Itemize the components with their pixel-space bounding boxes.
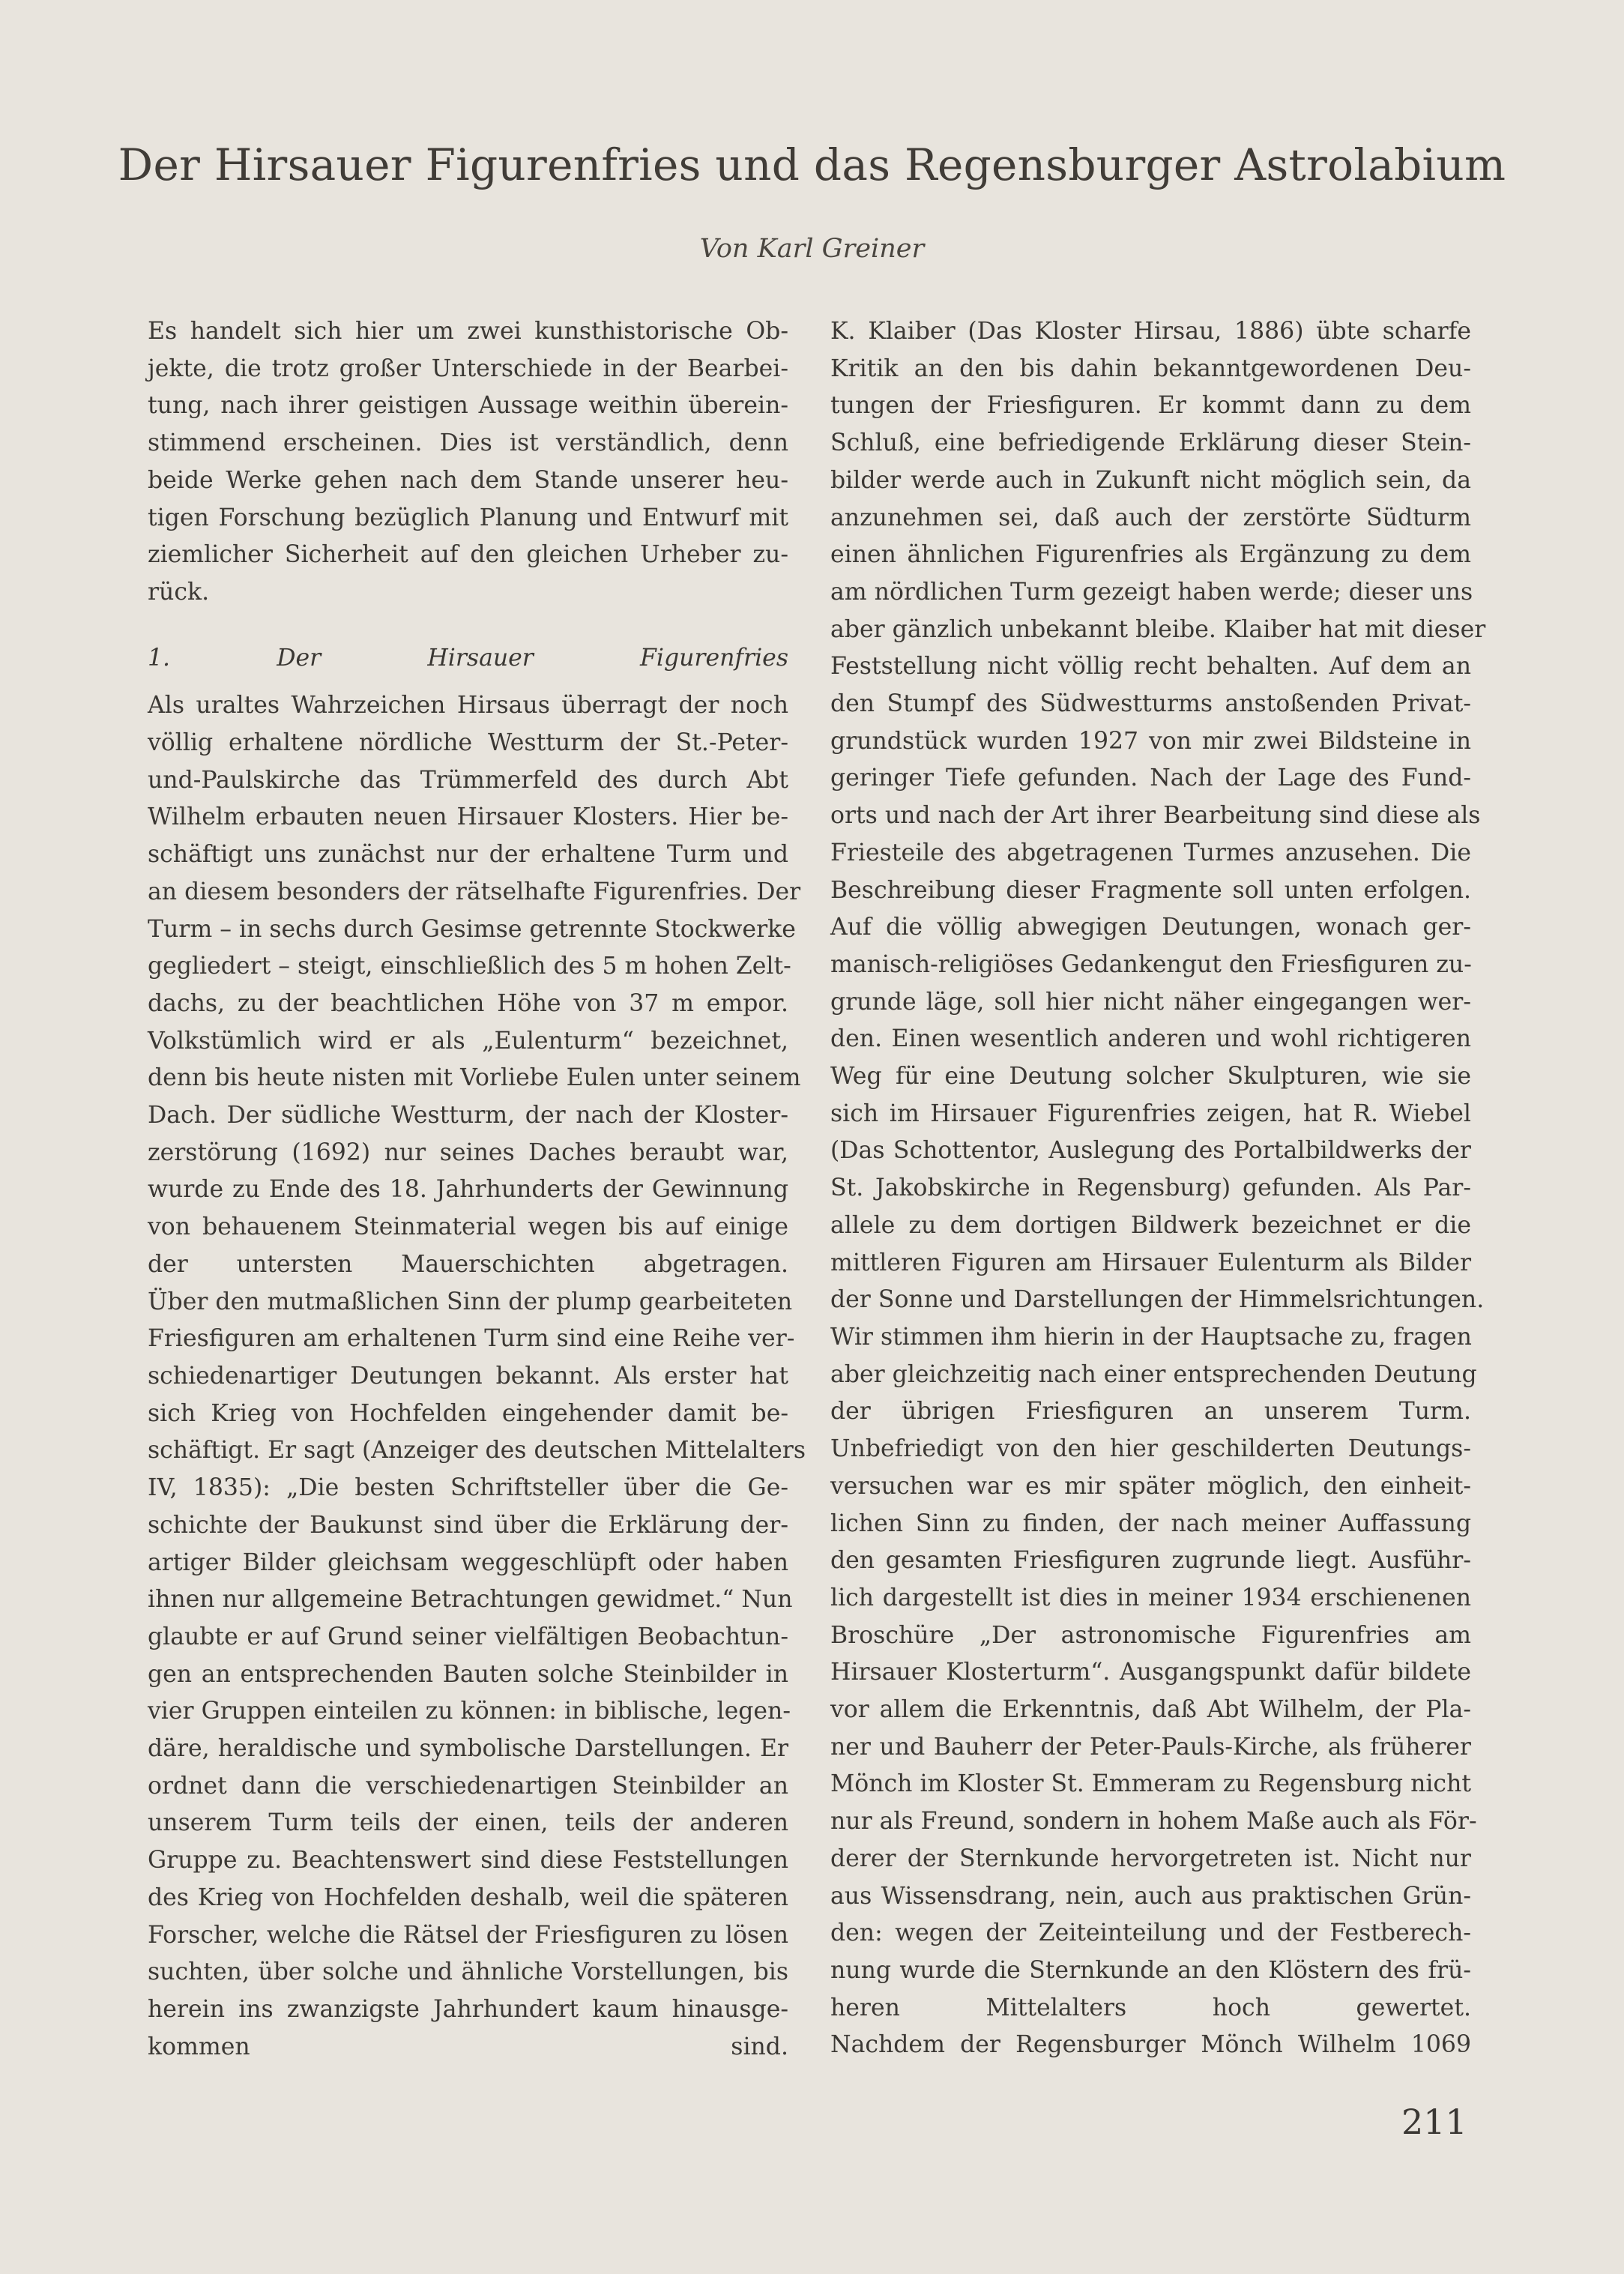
article-title: Der Hirsauer Figurenfries und das Regensburger Astrolabium: [118, 139, 1506, 190]
text-line: jekte, die trotz großer Unterschiede in der Bearbei-: [148, 355, 788, 382]
text-line: derer der Sternkunde hervorgetreten ist. Nicht nur: [830, 1845, 1471, 1872]
text-line: Wir stimmen ihm hierin in der Hauptsache zu, fragen: [830, 1323, 1472, 1351]
text-line: völlig erhaltene nördliche Westturm der St.-Peter-: [148, 729, 788, 757]
text-line: Wilhelm erbauten neuen Hirsauer Klosters. Hier be-: [148, 803, 788, 831]
text-line: aber gleichzeitig nach einer entsprechenden Deutung: [830, 1360, 1477, 1388]
text-line: unserem Turm teils der einen, teils der anderen: [148, 1809, 788, 1837]
text-line: des Krieg von Hochfelden deshalb, weil die späteren: [148, 1884, 788, 1911]
text-line: Weg für eine Deutung solcher Skulpturen, wie sie: [830, 1063, 1471, 1091]
text-line: schichte der Baukunst sind über die Erklärung der-: [148, 1511, 788, 1539]
text-line: grundstück wurden 1927 von mir zwei Bildsteine in: [830, 727, 1471, 755]
text-line: nur als Freund, sondern in hohem Maße auch als För-: [830, 1808, 1477, 1836]
intro-paragraph: [148, 313, 788, 612]
text-line: anzunehmen sei, daß auch der zerstörte Südturm: [830, 504, 1471, 531]
text-line: Volkstümlich wird er als „Eulenturm“ bezeichnet,: [148, 1027, 788, 1055]
text-line: ordnet dann die verschiedenartigen Steinbilder an: [148, 1772, 788, 1800]
text-line: bilder werde auch in Zukunft nicht möglich sein, da: [830, 466, 1471, 494]
paragraph: [830, 2027, 1471, 2064]
text-line: Friesfiguren am erhaltenen Turm sind eine Reihe ver-: [148, 1325, 795, 1353]
text-line: am nördlichen Turm gezeigt haben werde; dieser uns: [830, 578, 1473, 606]
text-line: herein ins zwanzigste Jahrhundert kaum hinausge-: [148, 1995, 788, 2023]
text-line: der Sonne und Darstellungen der Himmelsrichtungen.: [830, 1286, 1485, 1314]
paragraph: [148, 1284, 806, 2066]
text-line: den Stumpf des Südwestturms anstoßenden Privat-: [830, 690, 1471, 718]
text-line: vier Gruppen einteilen zu können: in biblische, legen-: [148, 1698, 791, 1725]
text-line: an diesem besonders der rätselhafte Figurenfries. Der: [148, 878, 801, 905]
text-line: denn bis heute nisten mit Vorliebe Eulen unter seinem: [148, 1064, 801, 1092]
text-line: heren Mittelalters hoch gewertet.: [830, 1994, 1471, 2021]
text-line: Dach. Der südliche Westturm, der nach der Kloster-: [148, 1102, 788, 1130]
text-line: grunde läge, soll hier nicht näher eingegangen wer-: [830, 988, 1471, 1016]
text-line: Gruppe zu. Beachtenswert sind diese Feststellungen: [148, 1847, 788, 1875]
text-line: sich Krieg von Hochfelden eingehender damit be-: [148, 1399, 788, 1427]
article-author: Von Karl Greiner: [699, 234, 925, 264]
text-line: beide Werke gehen nach dem Stande unserer heu-: [148, 466, 788, 494]
paragraph: [830, 313, 1486, 909]
text-line: allele zu dem dortigen Bildwerk bezeichnet er die: [830, 1211, 1471, 1239]
text-line: von behauenem Steinmaterial wegen bis auf einige: [148, 1213, 788, 1241]
text-line: Mönch im Kloster St. Emmeram zu Regensburg nicht: [830, 1770, 1472, 1798]
text-line: tung, nach ihrer geistigen Aussage weithin überein-: [148, 392, 788, 420]
section-heading: 1. Der Hirsauer Figurenfries: [148, 644, 788, 672]
text-line: Forscher, welche die Rätsel der Friesfiguren zu lösen: [148, 1921, 788, 1949]
text-line: Friesteile des abgetragenen Turmes anzusehen. Die: [830, 839, 1471, 866]
left-column: [148, 313, 806, 2066]
text-line: (Das Schottentor, Auslegung des Portalbildwerks der: [830, 1137, 1471, 1165]
text-line: Auf die völlig abwegigen Deutungen, wonach ger-: [830, 914, 1471, 941]
paragraph: [830, 1431, 1477, 2027]
text-line: den: wegen der Zeiteinteilung und der Festberech-: [830, 1919, 1471, 1947]
text-line: Unbefriedigt von den hier geschilderten Deutungs-: [830, 1435, 1471, 1463]
text-line: stimmend erscheinen. Dies ist verständlich, denn: [148, 429, 788, 457]
text-line: gen an entsprechenden Bauten solche Steinbilder in: [148, 1660, 788, 1688]
page-number: 211: [1401, 2102, 1467, 2142]
text-line: St. Jakobskirche in Regensburg) gefunden. Als Par-: [830, 1174, 1471, 1202]
text-line: zerstörung (1692) nur seines Daches beraubt war,: [148, 1138, 788, 1166]
text-line: suchten, über solche und ähnliche Vorstellungen, bis: [148, 1958, 788, 1986]
text-line: geringer Tiefe gefunden. Nach der Lage des Fund-: [830, 764, 1471, 792]
text-line: Nachdem der Regensburger Mönch Wilhelm 1069: [830, 2031, 1471, 2059]
text-line: tungen der Friesfiguren. Er kommt dann zu dem: [830, 392, 1471, 420]
text-line: schiedenartiger Deutungen bekannt. Als erster hat: [148, 1362, 788, 1390]
text-line: Turm – in sechs durch Gesimse getrennte Stockwerke: [148, 915, 796, 943]
text-line: Es handelt sich hier um zwei kunsthistorische Ob-: [148, 318, 788, 345]
text-line: der übrigen Friesfiguren an unserem Turm.: [830, 1398, 1471, 1426]
text-line: den gesamten Friesfiguren zugrunde liegt. Ausführ-: [830, 1547, 1471, 1575]
text-line: ziemlicher Sicherheit auf den gleichen Urheber zu-: [148, 541, 788, 569]
text-line: lich dargestellt ist dies in meiner 1934 erschienenen: [830, 1584, 1471, 1611]
text-line: ihnen nur allgemeine Betrachtungen gewidmet.“ Nun: [148, 1586, 793, 1614]
text-line: versuchen war es mir später möglich, den einheit-: [830, 1472, 1471, 1500]
text-line: aber gänzlich unbekannt bleibe. Klaiber hat mit dieser: [830, 615, 1486, 643]
text-line: sich im Hirsauer Figurenfries zeigen, hat R. Wiebel: [830, 1100, 1471, 1127]
right-column: [830, 313, 1486, 2064]
text-line: Über den mutmaßlichen Sinn der plump gearbeiteten: [148, 1288, 793, 1315]
text-line: aus Wissensdrang, nein, auch aus praktischen Grün-: [830, 1882, 1471, 1910]
text-line: Kritik an den bis dahin bekanntgewordenen Deu-: [830, 355, 1471, 382]
text-line: IV, 1835): „Die besten Schriftsteller über die Ge-: [148, 1474, 788, 1502]
text-line: kommen sind.: [148, 2033, 788, 2060]
text-line: vor allem die Erkenntnis, daß Abt Wilhelm, der Pla-: [830, 1696, 1471, 1724]
text-line: Broschüre „Der astronomische Figurenfries am: [830, 1621, 1471, 1649]
text-line: schäftigt. Er sagt (Anzeiger des deutschen Mittelalters: [148, 1437, 806, 1465]
text-line: Feststellung nicht völlig recht behalten. Auf dem an: [830, 653, 1471, 681]
text-line: Schluß, eine befriedigende Erklärung dieser Stein-: [830, 429, 1471, 457]
text-line: däre, heraldische und symbolische Darstellungen. Er: [148, 1735, 788, 1763]
text-line: tigen Forschung bezüglich Planung und Entwurf mit: [148, 504, 788, 531]
text-line: den. Einen wesentlich anderen und wohl richtigeren: [830, 1025, 1471, 1053]
text-line: ner und Bauherr der Peter-Pauls-Kirche, als früherer: [830, 1733, 1471, 1761]
text-line: der untersten Mauerschichten abgetragen.: [148, 1250, 788, 1278]
paragraph: [830, 909, 1485, 1431]
text-line: mittleren Figuren am Hirsauer Eulenturm als Bilder: [830, 1249, 1471, 1276]
text-line: nung wurde die Sternkunde an den Klöstern des frü-: [830, 1956, 1471, 1984]
text-line: artiger Bilder gleichsam weggeschlüpft oder haben: [148, 1548, 788, 1576]
text-line: orts und nach der Art ihrer Bearbeitung sind diese als: [830, 802, 1481, 830]
text-line: dachs, zu der beachtlichen Höhe von 37 m empor.: [148, 989, 788, 1017]
text-line: glaubte er auf Grund seiner vielfältigen Beobachtun-: [148, 1623, 788, 1650]
text-line: Beschreibung dieser Fragmente soll unten erfolgen.: [830, 876, 1471, 904]
text-line: Hirsauer Klosterturm“. Ausgangspunkt dafür bildete: [830, 1659, 1471, 1686]
text-line: rück.: [148, 578, 210, 606]
text-line: K. Klaiber (Das Kloster Hirsau, 1886) übte scharfe: [830, 318, 1471, 345]
text-line: einen ähnlichen Figurenfries als Ergänzung zu dem: [830, 541, 1471, 569]
text-line: gegliedert – steigt, einschließlich des 5 m hohen Zelt-: [148, 953, 791, 980]
text-line: Als uraltes Wahrzeichen Hirsaus überragt der noch: [148, 692, 788, 720]
text-line: schäftigt uns zunächst nur der erhaltene Turm und: [148, 841, 788, 869]
text-line: und-Paulskirche das Trümmerfeld des durch Abt: [148, 766, 788, 794]
text-line: wurde zu Ende des 18. Jahrhunderts der Gewinnung: [148, 1176, 788, 1204]
text-line: manisch-religiöses Gedankengut den Friesfiguren zu-: [830, 950, 1472, 978]
text-line: lichen Sinn zu finden, der nach meiner Auffassung: [830, 1510, 1471, 1537]
paragraph: [148, 687, 801, 1283]
